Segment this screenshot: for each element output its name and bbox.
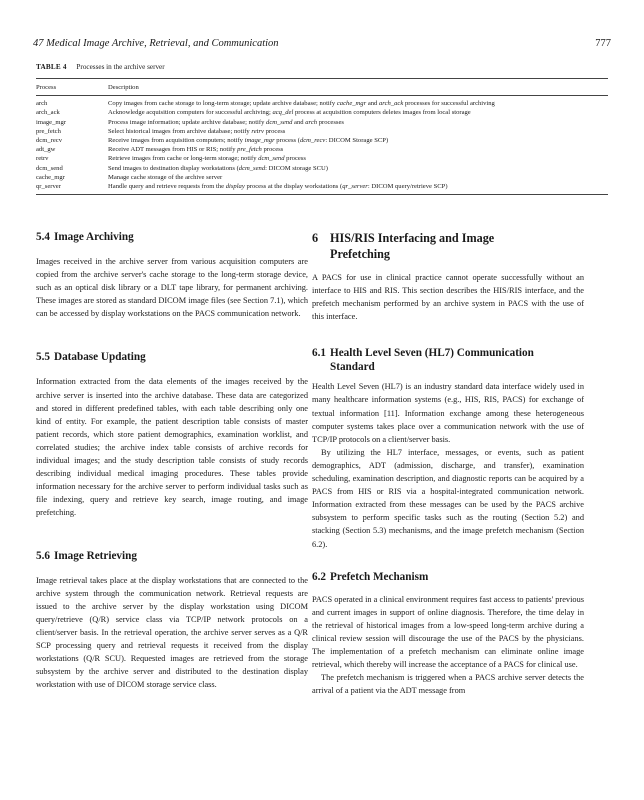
- section-heading-5-4: 5.4 Image Archiving: [36, 231, 134, 243]
- table-row: [36, 118, 608, 127]
- table-row: [36, 136, 608, 145]
- table-row: [36, 164, 608, 173]
- process-name-cell: dcm_send: [36, 164, 63, 172]
- paragraph: By utilizing the HL7 interface, messages, or events, such as patient demographics, ADT (admission, discharge, and transfer), examination scheduling, examination description, and diagnostic reports can be acquired by a PACS from HIS or RIS via a hospital-integrated communication network. Information extracted from these messages can be used by the PACS archive subsystem to perform specific tasks such as the routing (Section 5.2) and stacking (Section 5.3) mechanisms, and the image prefetch mechanism (Section 6.2).: [312, 447, 584, 549]
- process-description-cell: Process image information; update archive database; notify dcm_send and arch processes: [108, 118, 344, 126]
- process-name-cell: pre_fetch: [36, 127, 61, 135]
- section-heading-5-6: 5.6 Image Retrieving: [36, 549, 137, 562]
- process-name-cell: arch_ack: [36, 109, 60, 117]
- page-number: 777: [595, 38, 611, 49]
- table-row: [36, 145, 608, 154]
- running-header: [33, 38, 611, 52]
- table-row: [36, 96, 608, 109]
- section-heading-6-1: 6.1 Health Level Seven (HL7) Communication Standard: [312, 347, 534, 374]
- process-name-cell: retrv: [36, 155, 49, 163]
- process-table: [36, 78, 608, 195]
- section-heading-6: 6 HIS/RIS Interfacing and Image Prefetching: [312, 231, 495, 261]
- process-name-cell: cache_mgr: [36, 173, 65, 181]
- process-name-cell: image_mgr: [36, 118, 67, 126]
- paragraph: PACS operated in a clinical environment requires fast access to patients' previous and current images in support of online diagnosis. Therefore, the time delay in the retrieval of historical images from a low-speed long-term archive during a clinical review session will discourage the use of the PACS by the physicians. The implementation of a prefetch mechanism can eliminate online image retrieval, which thereby will increase the acceptance of a PACS for clinical use.: [312, 594, 584, 670]
- process-description-cell: Receive images from acquisition computers; notify image_mgr process (dcm_recv: DICOM Storage SCP): [108, 137, 389, 145]
- left-column: [36, 230, 308, 691]
- table-body: [36, 96, 608, 195]
- section-heading-6-2: 6.2 Prefetch Mechanism: [312, 570, 429, 583]
- table-row: [36, 127, 608, 136]
- process-name-cell: qr_server: [36, 182, 108, 195]
- process-name-cell: arch: [36, 100, 48, 108]
- column-header-process: Process: [36, 79, 108, 96]
- process-description-cell: Receive ADT messages from HIS or RIS; notify pre_fetch process: [108, 146, 284, 154]
- process-description-cell: Manage cache storage of the archive server: [108, 173, 223, 181]
- paragraph: Images received in the archive server from various acquisition computers are copied from the archive server's cache storage to the long-term storage device, such as an optical disk library or a DLT tape library, for permanent archiving. These images are stored as standard DICOM image files (see Section 7.1), which can be accessed by display workstations on the PACS communication network.: [36, 257, 308, 319]
- table-header-row: [36, 79, 608, 96]
- paragraph: Health Level Seven (HL7) is an industry standard data interface widely used in many healthcare information systems (e.g., HIS, RIS, PACS) for exchange of textual information [11]. Information exchange among these heterogeneous computer systems takes place over a communication network with the use of TCP/IP protocols on a client/server basis.: [312, 382, 584, 444]
- table-row: [36, 182, 608, 195]
- table-row: [36, 108, 608, 117]
- process-description-cell: Handle query and retrieve requests from the display process at the display workstations (qr_server: DICOM query/retrieve SCP): [108, 182, 608, 195]
- table-row: [36, 154, 608, 163]
- process-name-cell: dcm_recv: [36, 137, 62, 145]
- section-heading-5-5: 5.5 Database Updating: [36, 351, 146, 364]
- column-header-description: Description: [108, 79, 608, 96]
- table-label: TABLE 4: [36, 63, 67, 71]
- table-row: [36, 173, 608, 182]
- table-caption: [36, 63, 165, 71]
- paragraph: Information extracted from the data elements of the images received by the archive server is inserted into the archive database. These data are categorized and stored in different predefined tables, with each table describing only one kind of entity. For example, the patient description table consists of master patient records, which store patient demographics, examination worklist, and correlated studies; the archive index table consists of archive records for individual images; and the study description table consists of study records describing individual medical imaging procedures. These tables provide information necessary for the archive server to perform individual tasks such as file indexing, query and retrieve key search, image routing, and image prefetching.: [36, 377, 308, 518]
- right-column: [312, 230, 584, 697]
- chapter-title: 47 Medical Image Archive, Retrieval, and Communication: [33, 38, 279, 49]
- process-description-cell: Select historical images from archive database; notify retrv process: [108, 127, 286, 135]
- process-name-cell: adt_gw: [36, 146, 56, 154]
- process-description-cell: Send images to destination display workstations (dcm_send: DICOM storage SCU): [108, 164, 328, 172]
- paragraph: Image retrieval takes place at the display workstations that are connected to the archive system through the communication network. Retrieval requests are issued to the archive server by the display workstation using DICOM query/retrieve (Q/R) service class via TCP/IP network protocols on a client/server basis. In the retrieval operation, the archive server serves as a Q/R SCP processing query and retrieval requests it received from the display workstations (Q/R SCU). Requested images are retrieved from the storage subsystem by the archive server and distributed to the destination display workstation with use of DICOM storage service class.: [36, 575, 308, 690]
- table-caption-text: Processes in the archive server: [76, 63, 165, 71]
- paragraph: The prefetch mechanism is triggered when a PACS archive server detects the arrival of a patient via the ADT message from: [312, 673, 584, 696]
- process-description-cell: Acknowledge acquisition computers for successful archiving; acq_del process at acquisition computers deletes images from local storage: [108, 109, 471, 117]
- process-description-cell: Retrieve images from cache or long-term storage; notify dcm_send process: [108, 155, 306, 163]
- paragraph: A PACS for use in clinical practice cannot operate successfully without an interface to HIS and RIS. This section describes the HIS/RIS interface, and the prefetch mechanism performed by an archive system in PACS with the use of this interface.: [312, 273, 584, 322]
- process-description-cell: Copy images from cache storage to long-term storage; update archive database; notify cache_mgr and arch_ack processes for successful archiving: [108, 100, 495, 108]
